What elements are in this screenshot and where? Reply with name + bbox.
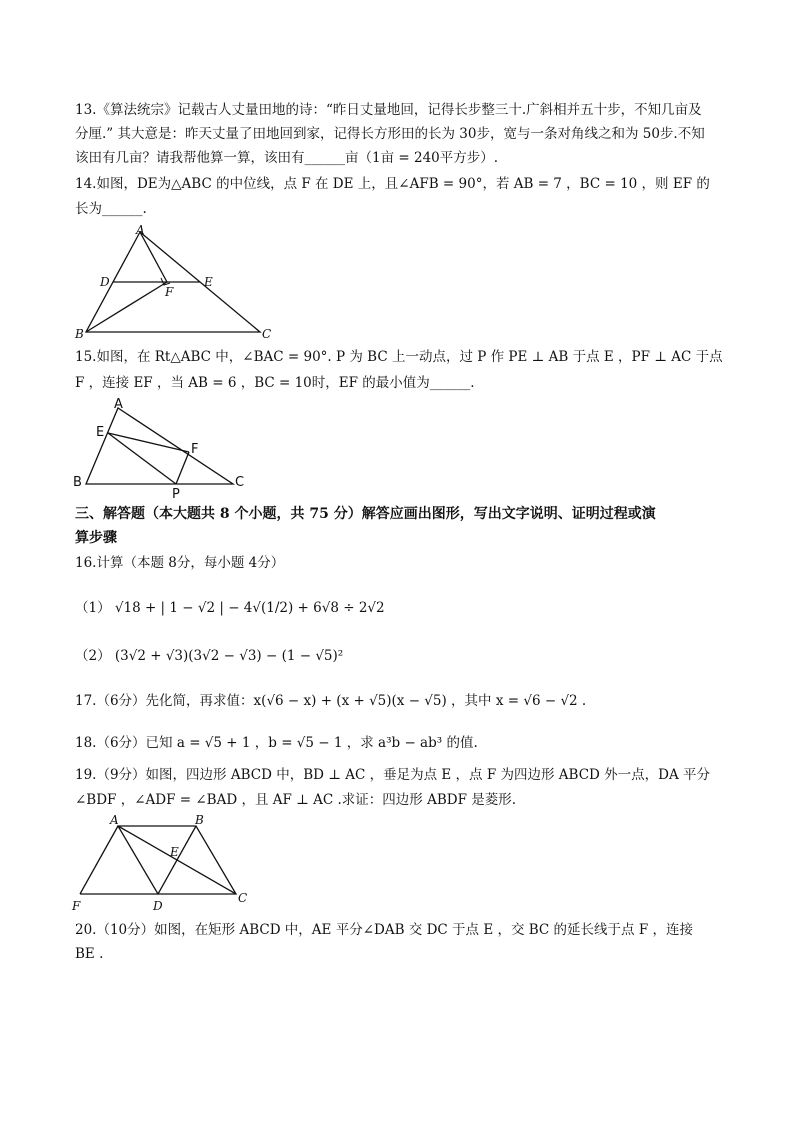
segment-bd — [158, 826, 196, 894]
triangle-abc — [86, 408, 233, 484]
label-c: C — [262, 327, 272, 341]
label-d: D — [153, 899, 163, 913]
q15-line-2: F ，连接 EF ，当 AB = 6 ，BC = 10时，EF 的最小值为______. — [75, 375, 475, 391]
label-f: F — [191, 442, 199, 457]
q13-line-2: 分厘.” 其大意是：昨天丈量了田地回到家，记得长方形田的长为 30步，宽与一条对角线之和为 50步.不知 — [75, 126, 705, 142]
figure-q15-triangle — [68, 396, 258, 500]
q18: 18.（6分）已知 a = √5 + 1 ，b = √5 − 1 ，求 a³b − ab³ 的值. — [75, 735, 478, 751]
label-b: B — [73, 475, 82, 490]
section-3-heading-line-1: 三、解答题（本大题共 8 个小题，共 75 分）解答应画出图形，写出文字说明、证明过程或演 — [75, 506, 656, 522]
q19-line-2: ∠BDF ，∠ADF = ∠BAD ，且 AF ⊥ AC .求证：四边形 ABDF 是菱形. — [75, 792, 517, 808]
label-d: D — [100, 275, 110, 289]
q15-line-1: 15.如图，在 Rt△ABC 中，∠BAC = 90°. P 为 BC 上一动点，过 P 作 PE ⊥ AB 于点 E ，PF ⊥ AC 于点 — [75, 349, 723, 365]
q13-line-1: 13.《算法统宗》记载古人丈量田地的诗：“昨日丈量地回，记得长步整三十.广斜相并五十步，不知几亩及 — [75, 102, 702, 118]
q13-line-3: 该田有几亩？请我帮他算一算，该田有______亩（1亩 = 240平方步）. — [75, 150, 499, 166]
segment-pf — [176, 452, 189, 484]
label-e: E — [204, 275, 213, 289]
q17: 17.（6分）先化简，再求值：x(√6 − x) + (x + √5)(x − √5) ，其中 x = √6 − √2 . — [75, 693, 587, 709]
q20-line-2: BE . — [75, 946, 104, 962]
label-f: F — [72, 899, 81, 913]
label-c: C — [235, 475, 245, 490]
label-a: A — [136, 223, 145, 237]
segment-bf — [86, 282, 167, 332]
q19-line-1: 19.（9分）如图，四边形 ABCD 中，BD ⊥ AC ，垂足为点 E ，点 F 为四边形 ABCD 外一点，DA 平分 — [75, 767, 711, 783]
q20-line-1: 20.（10分）如图，在矩形 ABCD 中，AE 平分∠DAB 交 DC 于点 E ，交 BC 的延长线于点 F ，连接 — [75, 922, 693, 938]
figure-q14-triangle — [70, 222, 280, 344]
label-e: E — [96, 425, 105, 440]
q14-line-1: 14.如图，DE为△ABC 的中位线，点 F 在 DE 上，且∠AFB = 90°，若 AB = 7 ，BC = 10 ，则 EF 的 — [75, 176, 710, 192]
label-b: B — [195, 813, 204, 827]
segment-af — [140, 232, 167, 282]
label-f: F — [165, 285, 174, 299]
label-a: A — [114, 397, 123, 412]
q16-title: 16.计算（本题 8分，每小题 4分） — [75, 555, 285, 571]
segment-af — [80, 826, 118, 894]
figure-q19-quadrilateral — [68, 810, 268, 916]
label-p: P — [172, 487, 180, 500]
label-b: B — [75, 327, 84, 341]
label-a: A — [110, 813, 119, 827]
section-3-heading-line-2: 算步骤 — [75, 530, 117, 546]
q16-part-2: （2） (3√2 + √3)(3√2 − √3) − (1 − √5)² — [75, 648, 344, 664]
label-c: C — [238, 891, 248, 905]
label-e: E — [170, 845, 179, 859]
q14-line-2: 长为______. — [75, 201, 147, 217]
q16-part-1: （1） √18 + | 1 − √2 | − 4√(1/2) + 6√8 ÷ 2√2 — [75, 600, 385, 616]
